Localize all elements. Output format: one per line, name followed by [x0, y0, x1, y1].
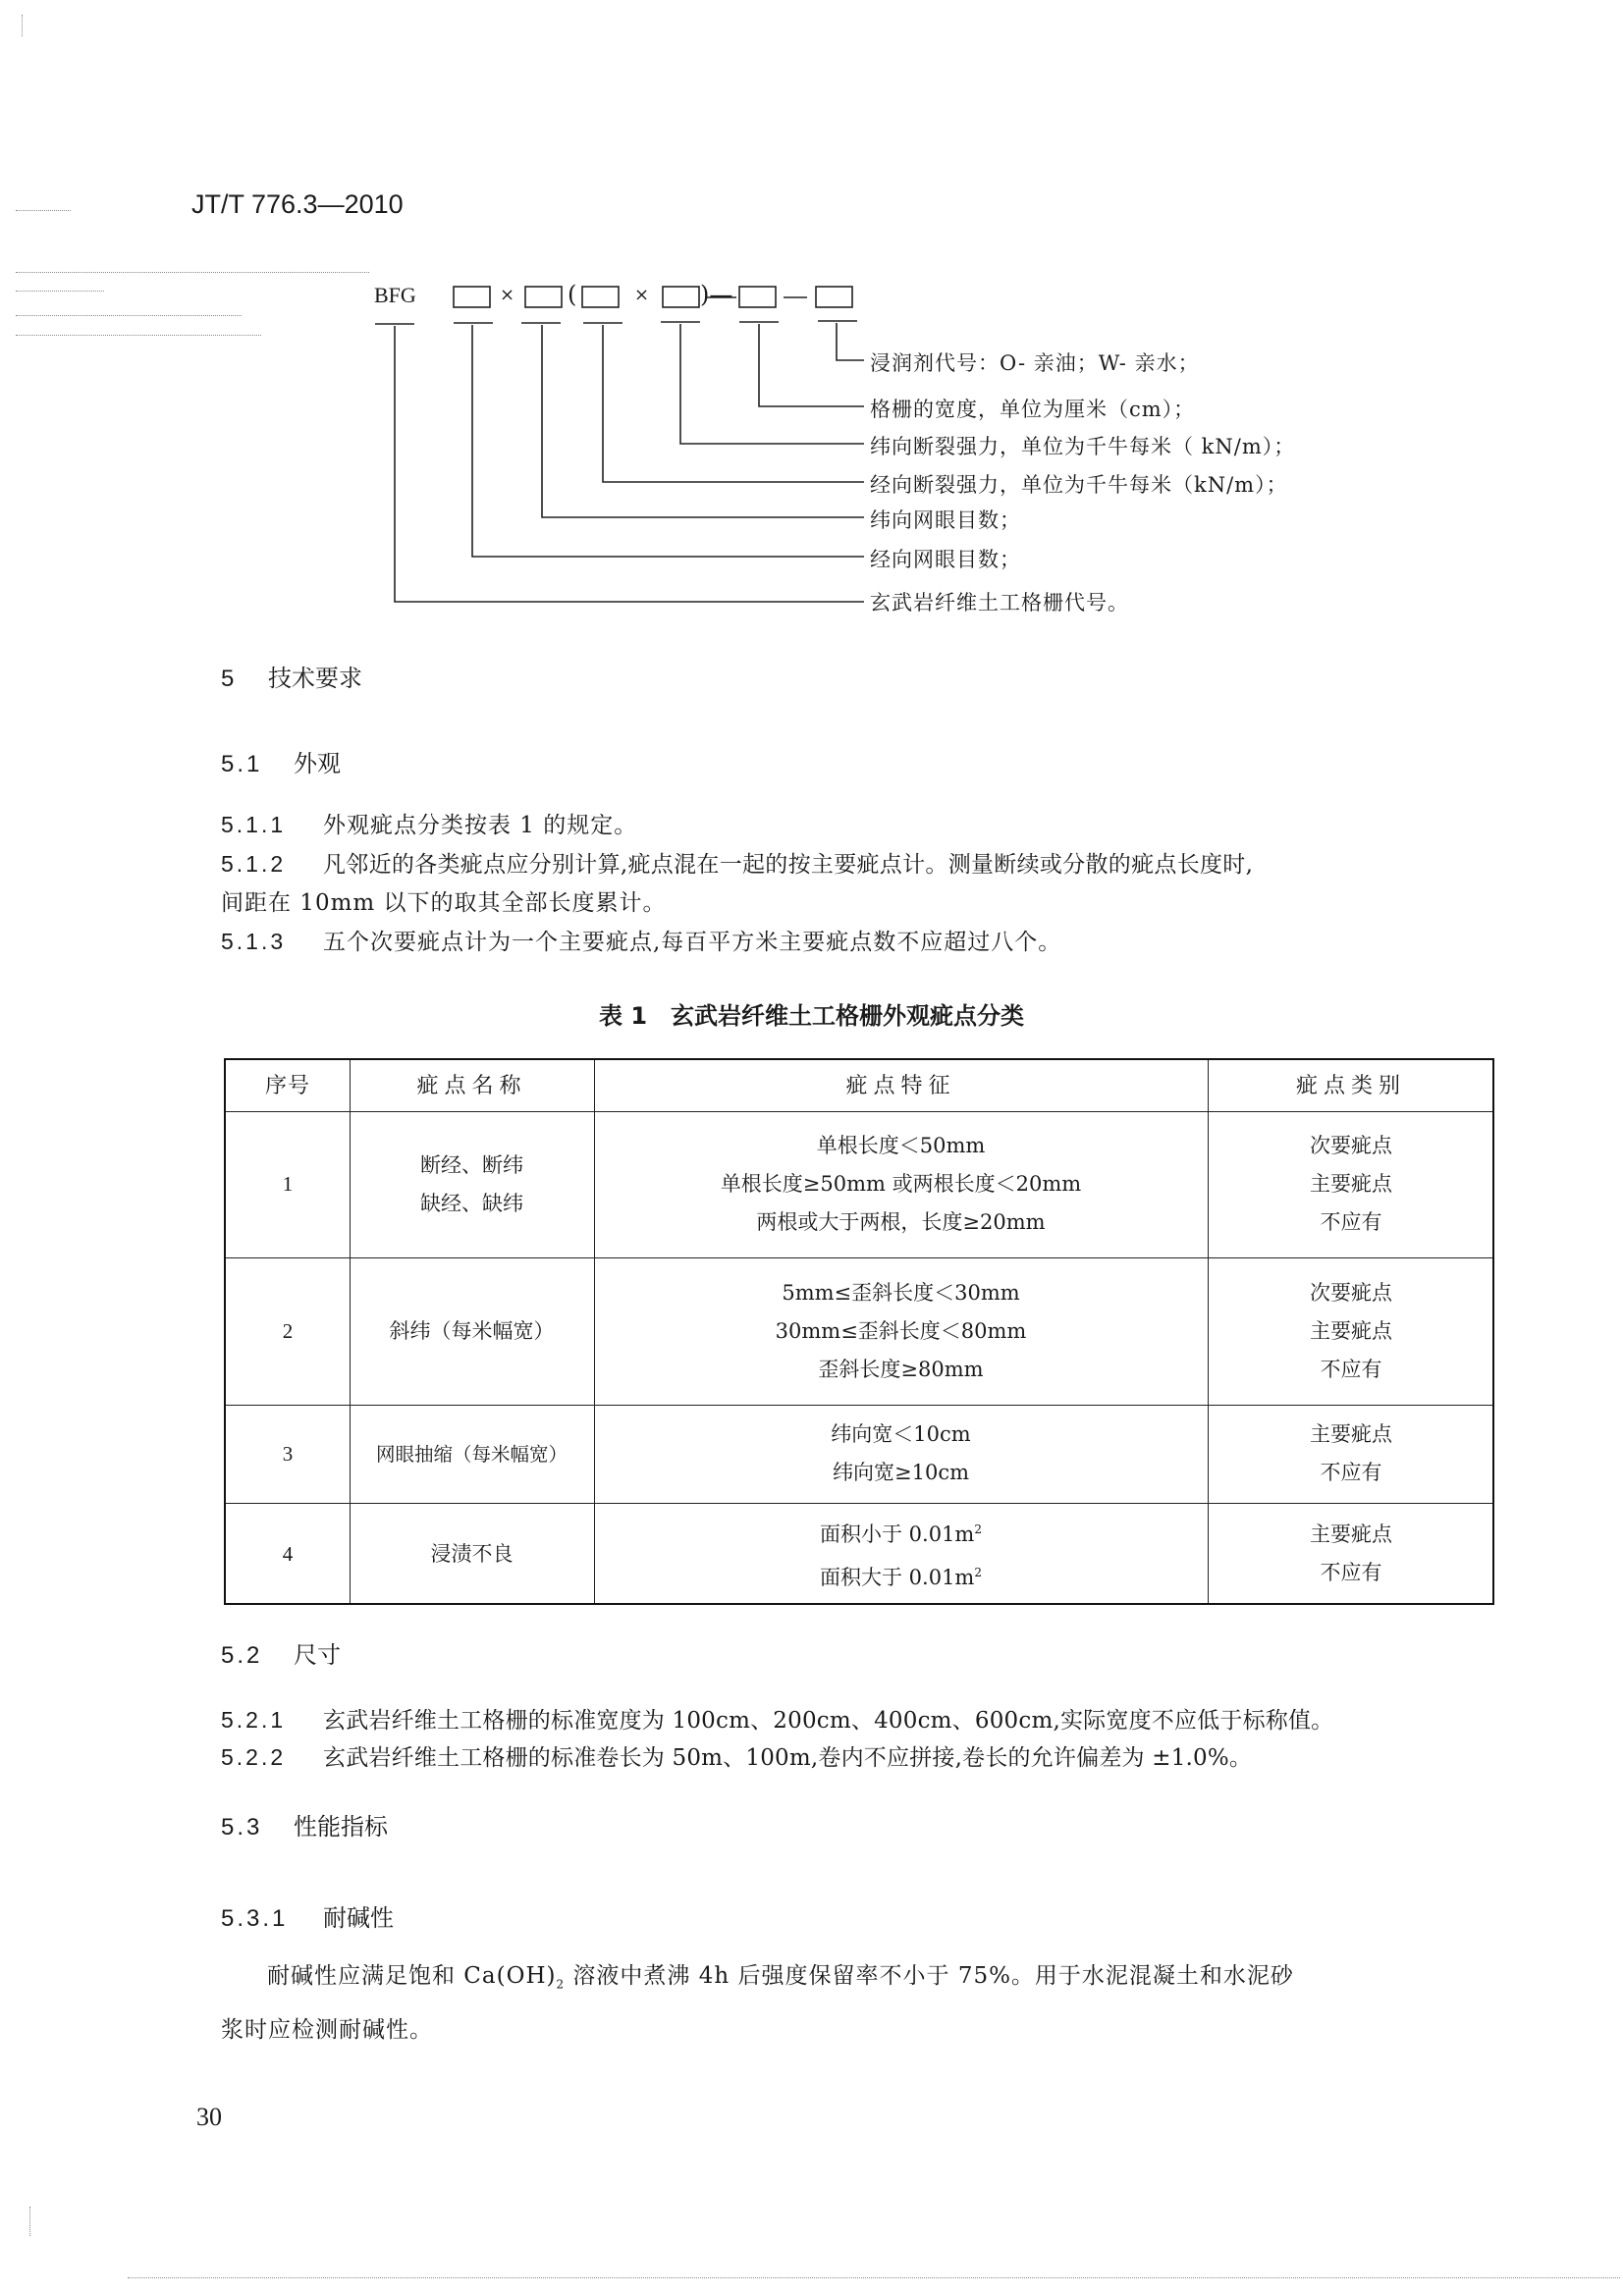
defect-classification-table [224, 1058, 1494, 1605]
table-row-4-categories [1208, 1503, 1494, 1605]
code-box-2 [525, 287, 562, 307]
paragraph-text: 溶液中煮沸 4h 后强度保留率不小于 75%。用于水泥混凝土和水泥砂 [565, 1963, 1294, 1989]
designation-label: 格栅的宽度，单位为厘米（cm）； [870, 398, 1196, 421]
paragraph-text: 耐碱性应满足饱和 Ca(OH) [267, 1963, 557, 1989]
clause-5-1-3 [221, 924, 1061, 956]
leader-line [542, 325, 864, 517]
superscript: 2 [974, 1566, 982, 1579]
table-header-name: 疵点名称 [416, 1073, 527, 1098]
section-title: 技术要求 [268, 666, 362, 692]
scan-artifact [29, 2207, 30, 2236]
defect-feature: 5mm≤歪斜长度＜30mm [782, 1280, 1020, 1305]
clause-5-1-2 [221, 846, 1253, 879]
defect-name: 断经、断纬 [420, 1152, 523, 1177]
designation-label: 玄武岩纤维土工格栅代号。 [870, 591, 1129, 614]
section-heading-5-1 [221, 744, 341, 778]
designation-label: 浸润剂代号：O- 亲油；W- 亲水； [870, 351, 1200, 375]
defect-feature: 纬向宽＜10cm [831, 1422, 971, 1446]
section-number: 5 [221, 666, 238, 692]
section-number: 5.1 [221, 751, 263, 777]
clause-text: 玄武岩纤维土工格栅的标准宽度为 100cm、200cm、400cm、600cm,实际宽度不应低于标称值。 [323, 1708, 1334, 1734]
defect-feature [820, 1511, 982, 1554]
table-title: 表 1 玄武岩纤维土工格栅外观疵点分类 [598, 1002, 1025, 1030]
table-row-4-features [594, 1503, 1208, 1605]
leader-line [395, 326, 864, 602]
clause-number: 5.2.2 [221, 1744, 287, 1770]
leader-line [837, 323, 864, 360]
table-header-category: 疵点类别 [1295, 1073, 1406, 1098]
clause-5-2-1 [221, 1702, 1333, 1735]
separator-times: × [634, 285, 650, 305]
table-row-2-name [350, 1257, 594, 1405]
defect-feature: 两根或大于两根，长度≥20mm [756, 1210, 1046, 1234]
clause-5-1-2-continued: 间距在 10mm 以下的取其全部长度累计。 [221, 890, 667, 916]
section-number: 5.3.1 [221, 1905, 289, 1932]
subscript: 2 [556, 1977, 566, 1992]
defect-category: 主要疵点 [1310, 1422, 1392, 1446]
defect-name: 斜纬（每米幅宽） [389, 1318, 555, 1343]
clause-text: 凡邻近的各类疵点应分别计算,疵点混在一起的按主要疵点计。测量断续或分散的疵点长度时, [323, 852, 1254, 878]
section-title: 耐碱性 [323, 1905, 394, 1932]
leader-line [603, 325, 864, 482]
section-number: 5.2 [221, 1642, 263, 1669]
separator-paren-close: )— [700, 281, 733, 308]
designation-label: 纬向断裂强力，单位为千牛每米（ kN/m）； [870, 435, 1296, 458]
clause-number: 5.2.1 [221, 1707, 287, 1733]
table-row-1-categories [1208, 1111, 1494, 1257]
section-number: 5.3 [221, 1814, 263, 1841]
defect-name: 浸渍不良 [430, 1541, 514, 1566]
table-row-1-features [594, 1111, 1208, 1257]
alkali-resistance-paragraph-continued: 浆时应检测耐碱性。 [221, 2017, 433, 2043]
table-row-3-name [350, 1405, 594, 1503]
designation-diagram [0, 0, 1623, 687]
separator-paren-open: ( [568, 281, 577, 308]
defect-feature [820, 1554, 982, 1597]
clause-text: 玄武岩纤维土工格栅的标准卷长为 50m、100m,卷内不应拼接,卷长的允许偏差为 ±1.0%。 [323, 1745, 1253, 1771]
defect-feature: 纬向宽≥10cm [833, 1461, 969, 1484]
clause-5-1-1 [221, 807, 637, 839]
clause-5-2-2 [221, 1739, 1252, 1772]
defect-category: 不应有 [1320, 1357, 1382, 1381]
designation-prefix: BFG [374, 283, 416, 307]
superscript: 2 [974, 1522, 982, 1536]
defect-category: 主要疵点 [1310, 1522, 1392, 1546]
table-row-4-no: 4 [282, 1541, 294, 1566]
clause-number: 5.1.2 [221, 851, 287, 877]
table-header-no: 序号 [264, 1073, 310, 1098]
table-row-2-features [594, 1257, 1208, 1405]
alkali-resistance-paragraph [267, 1957, 1294, 1992]
table-row-4-name [350, 1503, 594, 1605]
page-number: 30 [196, 2103, 222, 2131]
designation-label: 经向断裂强力，单位为千牛每米（kN/m）； [870, 473, 1288, 497]
scan-artifact [128, 2277, 1620, 2278]
feature-text: 面积大于 0.01m [820, 1566, 975, 1589]
defect-category: 次要疵点 [1310, 1280, 1392, 1305]
defect-name: 网眼抽缩（每米幅宽） [375, 1442, 568, 1466]
section-title: 外观 [294, 751, 341, 777]
defect-category: 不应有 [1320, 1210, 1382, 1234]
section-heading-5-3 [221, 1807, 388, 1842]
feature-text: 面积小于 0.01m [820, 1522, 975, 1546]
section-heading-5-3-1 [221, 1898, 394, 1933]
leader-line [472, 325, 864, 557]
code-box-1 [454, 287, 490, 307]
defect-feature: 单根长度≥50mm 或两根长度＜20mm [720, 1172, 1082, 1196]
table-row-3-features [594, 1405, 1208, 1503]
clause-text: 五个次要疵点计为一个主要疵点,每百平方米主要疵点数不应超过八个。 [323, 930, 1062, 955]
leader-line [759, 324, 864, 406]
section-heading-5-2 [221, 1635, 341, 1670]
table-row-2-no: 2 [282, 1318, 294, 1343]
clause-number: 5.1.3 [221, 929, 287, 954]
defect-category: 不应有 [1320, 1561, 1382, 1584]
defect-name: 缺经、缺纬 [420, 1191, 523, 1215]
defect-feature: 30mm≤歪斜长度＜80mm [775, 1318, 1027, 1343]
code-box-4 [663, 287, 699, 307]
table-row-1-no: 1 [282, 1172, 294, 1196]
designation-label: 经向网眼目数； [870, 548, 1021, 571]
clause-number: 5.1.1 [221, 812, 287, 837]
code-box-6 [816, 287, 852, 307]
code-box-5 [739, 287, 776, 307]
defect-feature: 单根长度＜50mm [816, 1134, 986, 1157]
table-row-3-categories [1208, 1405, 1494, 1503]
defect-category: 不应有 [1320, 1461, 1382, 1484]
clause-text: 外观疵点分类按表 1 的规定。 [323, 813, 638, 838]
section-heading-5 [221, 659, 362, 693]
designation-label: 纬向网眼目数； [870, 508, 1021, 532]
defect-feature: 歪斜长度≥80mm [818, 1357, 984, 1381]
section-title: 尺寸 [294, 1642, 341, 1669]
section-title: 性能指标 [294, 1814, 388, 1841]
defect-category: 主要疵点 [1310, 1318, 1392, 1343]
table-row-2-categories [1208, 1257, 1494, 1405]
table-header-feature: 疵点特征 [845, 1073, 956, 1098]
document-code: JT/T 776.3—2010 [191, 189, 404, 219]
code-box-3 [582, 287, 619, 307]
separator-times: × [500, 285, 515, 305]
defect-category: 次要疵点 [1310, 1134, 1392, 1157]
defect-category: 主要疵点 [1310, 1172, 1392, 1196]
table-row-3-no: 3 [282, 1441, 294, 1466]
table-row-1-name [350, 1111, 594, 1257]
